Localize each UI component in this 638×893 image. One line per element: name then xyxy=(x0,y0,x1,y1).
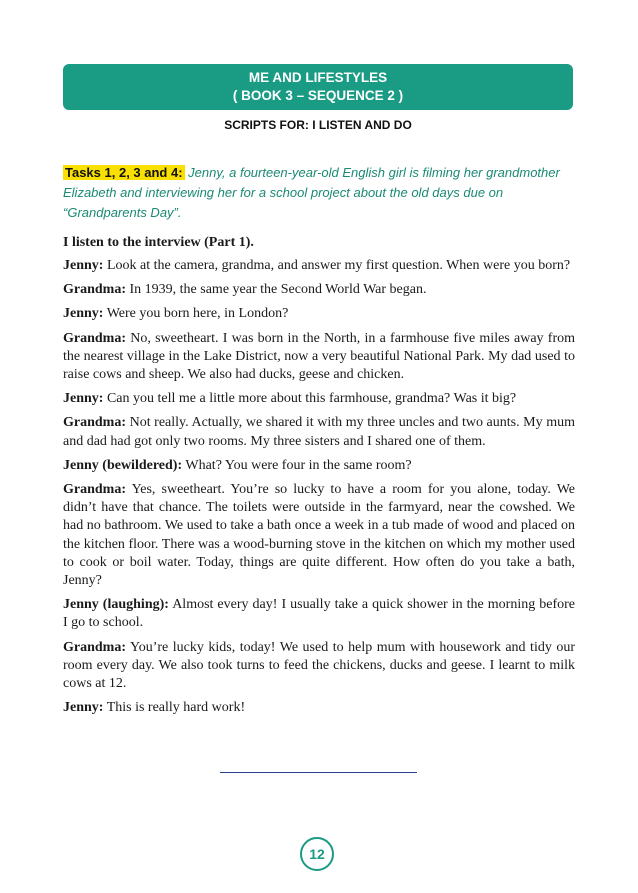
speaker-name: Grandma: xyxy=(63,482,126,498)
speaker-name: Grandma: xyxy=(63,415,126,431)
page-title: ME AND LIFESTYLES xyxy=(248,70,388,85)
dialogue-line xyxy=(63,457,575,475)
dialogue-text: This is really hard work! xyxy=(106,700,246,716)
dialogue-text: Were you born here, in London? xyxy=(106,306,289,322)
main-content xyxy=(63,163,575,723)
speaker-name: Jenny: xyxy=(63,306,104,322)
dialogue-text: No, sweetheart. I was born in the North, in a farmhouse five miles away from the nearest village in the Lake District, now a very beautiful National Park. My dad used to raise cows and sheep. We also had ducks, geese and chicken. xyxy=(63,330,575,383)
page-number: 12 xyxy=(300,837,334,871)
page-subtitle: ( BOOK 3 – SEQUENCE 2 ) xyxy=(232,88,404,103)
dialogue-line xyxy=(63,305,575,323)
dialogue-line xyxy=(63,596,575,632)
dialogue-text: Not really. Actually, we shared it with my three uncles and two aunts. My mum and dad had got only two rooms. My three sisters and I shared one of them. xyxy=(63,415,575,449)
dialogue xyxy=(63,257,575,717)
dialogue-line xyxy=(63,281,575,299)
dialogue-text: Almost every day! I usually take a quick shower in the morning before I go to school. xyxy=(63,597,575,631)
speaker-name: Grandma: xyxy=(63,282,126,298)
section-heading: I listen to the interview (Part 1). xyxy=(63,235,254,250)
dialogue-text: Yes, sweetheart. You’re so lucky to have a room for you alone, today. We didn’t have that chance. The toilets were outside in the farmyard, near the cowshed. We had no bathroom. We used to take a bath once a week in a tub made of wood and placed on the kitchen floor. There was a wood-burning stove in the kitchen on which my mother used to cook or boil water. Today, things are quite different. How often do you take a bath, Jenny? xyxy=(63,482,575,589)
dialogue-text: What? You were four in the same room? xyxy=(185,457,412,473)
divider-line xyxy=(220,772,417,773)
tasks-intro xyxy=(63,163,575,223)
dialogue-line xyxy=(63,481,575,590)
dialogue-text: Can you tell me a little more about this farmhouse, grandma? Was it big? xyxy=(106,391,517,407)
dialogue-line xyxy=(63,330,575,385)
dialogue-line xyxy=(63,699,575,717)
dialogue-line xyxy=(63,257,575,275)
speaker-name: Jenny (bewildered): xyxy=(63,457,183,473)
scripts-label: SCRIPTS FOR: I LISTEN AND DO xyxy=(224,118,412,132)
tasks-label: Tasks 1, 2, 3 and 4: xyxy=(65,165,183,180)
speaker-name: Grandma: xyxy=(63,330,126,346)
dialogue-line xyxy=(63,639,575,694)
dialogue-text: Look at the camera, grandma, and answer my first question. When were you born? xyxy=(106,258,571,273)
speaker-name: Jenny: xyxy=(63,700,104,716)
dialogue-text: In 1939, the same year the Second World War began. xyxy=(129,282,427,298)
speaker-name: Jenny: xyxy=(63,258,104,273)
dialogue-line xyxy=(63,390,575,408)
title-banner xyxy=(63,64,573,110)
dialogue-text: You’re lucky kids, today! We used to help mum with housework and tidy our room every day. We also took turns to feed the chickens, ducks and geese. I learnt to milk cows at 12. xyxy=(63,639,576,692)
speaker-name: Jenny (laughing): xyxy=(63,597,169,613)
speaker-name: Jenny: xyxy=(63,391,104,407)
speaker-name: Grandma: xyxy=(63,639,126,655)
dialogue-line xyxy=(63,414,575,450)
tasks-text: Jenny, a fourteen-year-old English girl is filming her grandmother Elizabeth and interviewing her for a school project about the old days due on “Grandparents Day”. xyxy=(63,165,560,220)
